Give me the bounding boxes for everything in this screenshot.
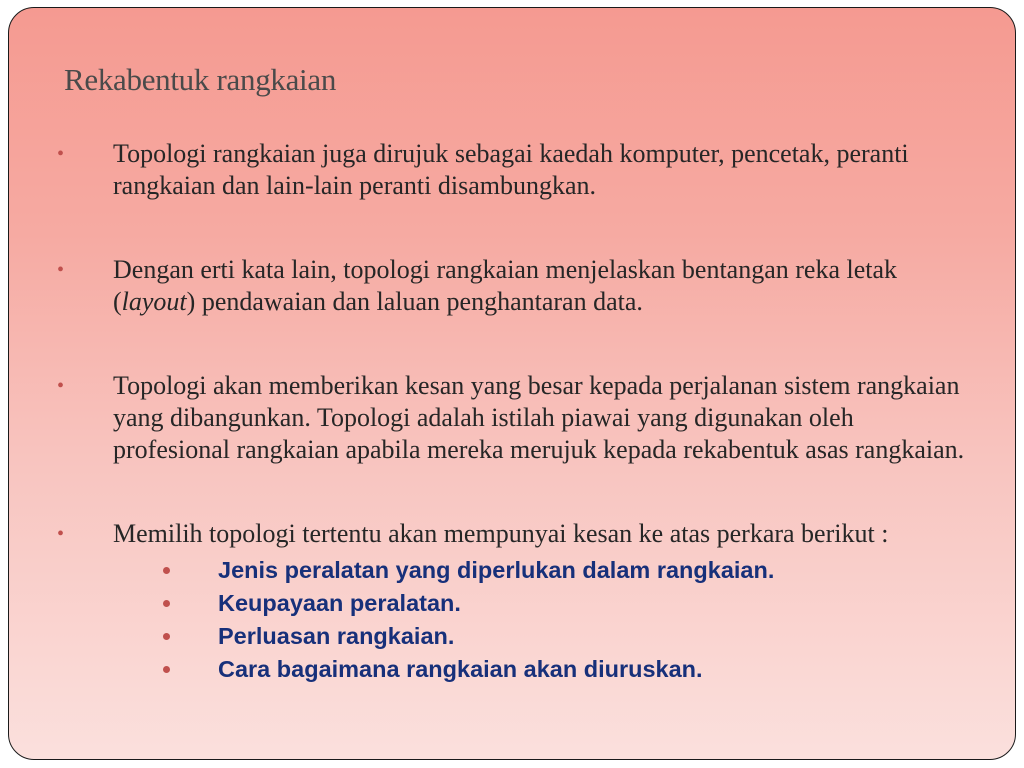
bullet-list (57, 138, 977, 686)
bullet-icon: • (57, 259, 65, 281)
sub-bullet-dot-icon (163, 567, 170, 574)
sub-bullet-text: Keupayaan peralatan. (218, 590, 461, 616)
sub-bullet-item (163, 587, 943, 620)
bullet-text: Topologi akan memberikan kesan yang besar kepada perjalanan sistem rangkaian yang dibangunkan. Topologi adalah istilah piawai yang digunakan oleh profesional rangkaian apabila mereka merujuk kepada rekabentuk asas rangkaian. (113, 371, 965, 464)
bullet-item-1 (57, 138, 977, 202)
bullet-icon: • (57, 375, 65, 397)
bullet-text-part: ) pendawaian dan laluan penghantaran data. (186, 287, 643, 316)
bullet-icon: • (57, 523, 65, 545)
sub-bullet-dot-icon (163, 666, 170, 673)
bullet-item-4 (57, 518, 977, 550)
sub-bullet-item (163, 653, 943, 686)
bullet-item-2 (57, 254, 977, 318)
sub-bullet-text: Cara bagaimana rangkaian akan diuruskan. (218, 656, 703, 682)
bullet-text-part: Dengan erti kata lain, topologi rangkaian menjelaskan bentangan reka letak ( (113, 255, 898, 316)
sub-bullet-dot-icon (163, 600, 170, 607)
bullet-text: Memilih topologi tertentu akan mempunyai kesan ke atas perkara berikut : (113, 519, 889, 548)
sub-bullet-item (163, 620, 943, 653)
slide-title: Rekabentuk rangkaian (64, 62, 337, 97)
bullet-text-italic: layout (121, 287, 187, 316)
sub-bullet-item (163, 554, 943, 587)
sub-bullet-list (163, 554, 943, 686)
slide (8, 7, 1016, 760)
bullet-icon: • (57, 143, 65, 165)
sub-bullet-text: Perluasan rangkaian. (218, 623, 455, 649)
bullet-item-3 (57, 370, 977, 466)
bullet-text: Topologi rangkaian juga dirujuk sebagai kaedah komputer, pencetak, peranti rangkaian dan lain-lain peranti disambungkan. (113, 139, 909, 200)
sub-bullet-text: Jenis peralatan yang diperlukan dalam rangkaian. (218, 557, 775, 583)
sub-bullet-dot-icon (163, 633, 170, 640)
